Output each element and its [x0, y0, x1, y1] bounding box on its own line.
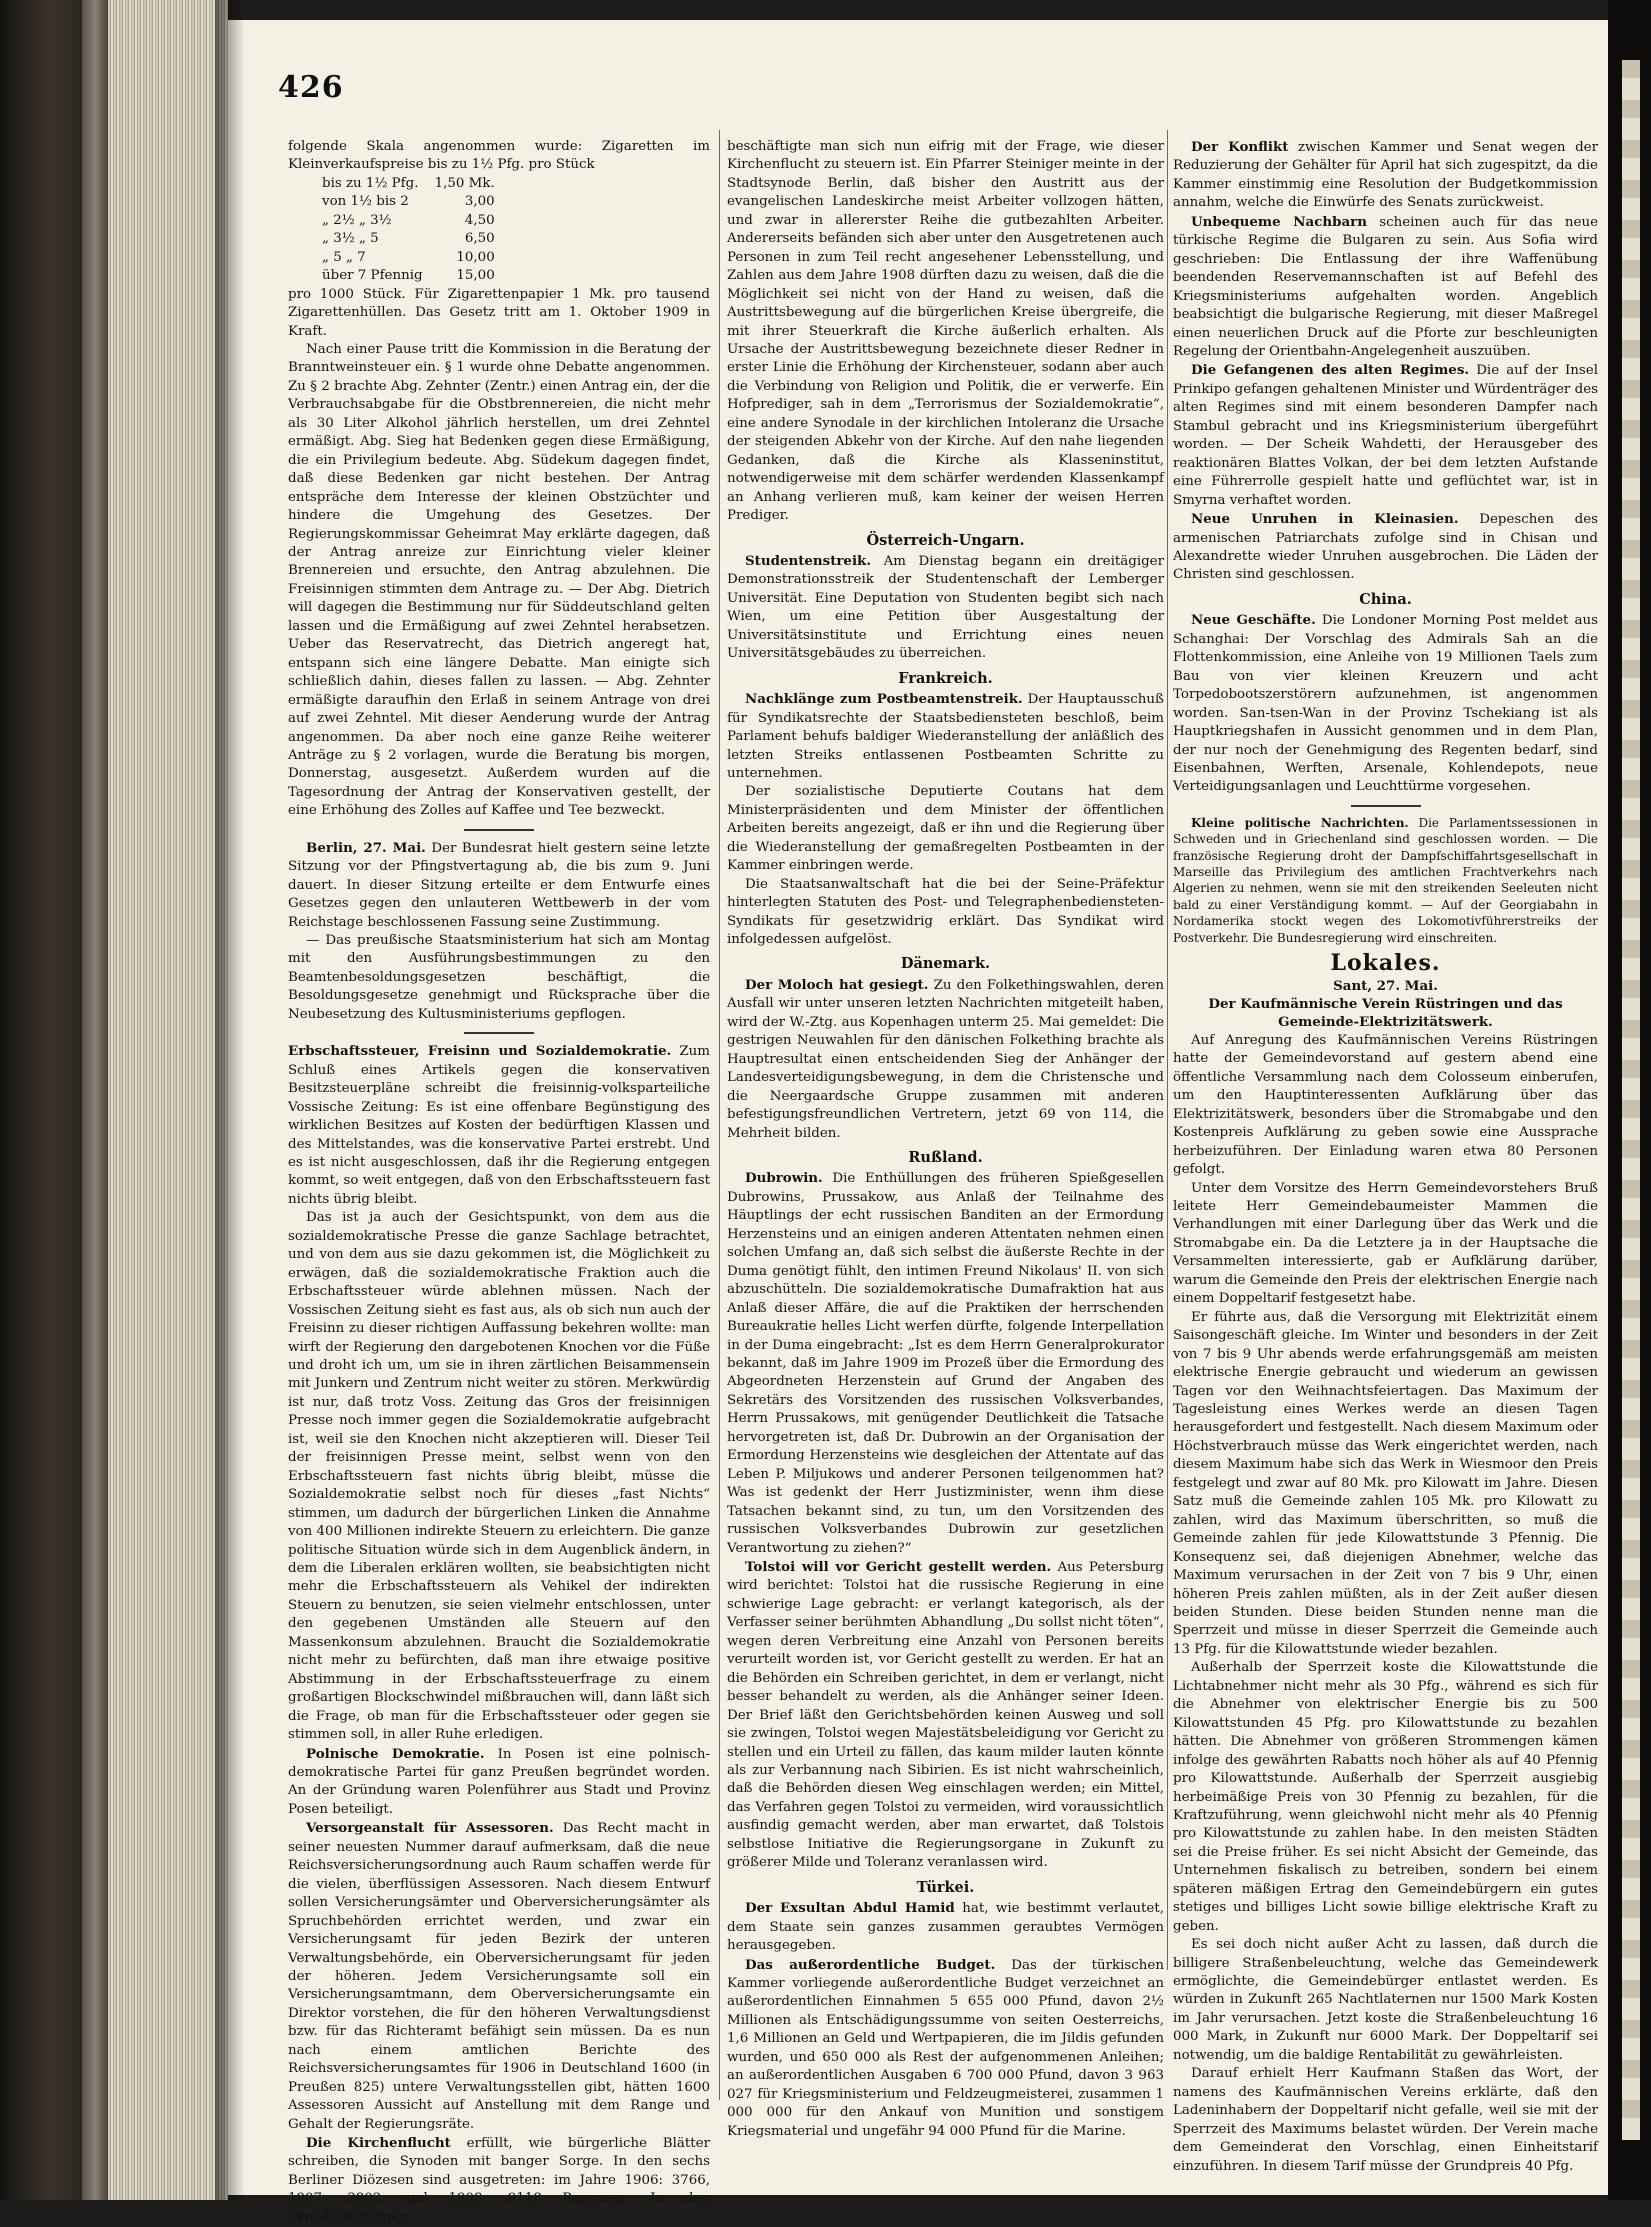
article-headline: Polnische Demokratie. [306, 1745, 485, 1762]
column-rule [1167, 130, 1168, 1970]
section-heading: China. [1359, 590, 1412, 608]
article-text: Das ist ja auch der Gesichtspunkt, von dem aus die sozialdemokratische Presse die ganze Sachlage betrachtet, und von dem aus sie dazu gekommen ist, die Möglichkeit zu erwägen, daß die sozialdemokratische Fraktion auch die Erbschaftssteuer würde ablehnen müssen. Nach der Vossischen Zeitung sieht es fast aus, als ob sich nun auch der Freisinn zu dieser richtigen Auffassung bekehren wollte: man wirft der Regierung den dargebotenen Knochen vor die Füße und droht ich um, um sie in ihren zärtlichen Beisammensein mit Junkern und Zentrum nicht weiter zu stören. Merkwürdig ist nur, daß trotz Voss. Zeitung das Gros der freisinnigen Presse noch immer gegen die Sozialdemokratie aufgebracht ist, weil sie den Knochen nicht akzeptieren will. Dieser Teil der freisinnigen Presse meint, selbst wenn von den Erbschaftssteuern fast nichts übrig bleibt, müsse die Sozialdemokratie selbst noch für dieses „fast Nichts“ stimmen, um dadurch der bürgerlichen Linken die Annahme von 400 Millionen indirekte Steuern zu erleichtern. Die ganze politische Situation würde sich in dem Augenblick ändern, in dem die Liberalen erklären wollten, sie beabsichtigten nicht mehr die Erbschaftssteuern als Vehikel der indirekten Steuern zu benutzen, sie seien vielmehr entschlossen, unter den gegebenen Umständen alle Steuern auf den Massenkonsum abzulehnen. Braucht die Sozialdemokratie nicht mehr zu befürchten, daß man ihre etwaige positive Abstimmung in der Erbschaftssteuerfrage zu einem großartigen Blockschwindel mißbrauchen will, dann läßt sich die Frage, ob man für die Erbschaftssteuer oder gegen sie stimmen soll, in aller Ruhe erledigen. [288, 1210, 710, 1743]
article-text: folgende Skala angenommen wurde: Zigaretten im Kleinverkaufspreise bis zu 1½ Pfg. pro Stück [288, 139, 710, 173]
page-gutter-shadow [215, 0, 245, 2200]
tax-scale-row [316, 249, 501, 267]
article-headline: Der Konflikt [1191, 139, 1289, 155]
article-text: Die Parlamentssessionen in Schweden und in Griechenland sind geschlossen worden. — Die französische Regierung droht der Dampfschiffahrtsgesellschaft in Marseille das Privilegium des amtlichen Frachtverkehrs nach Algerien zu nehmen, wenn sie mit den streikenden Seeleuten nicht bald zu einer Verständigung kommt. — Auf der Georgiabahn in Nordamerika stockt wegen des Lokomotivführerstreiks der Postverkehr. Die Bundesregierung wird einschreiten. [1173, 815, 1598, 945]
article-headline: Nachklänge zum Postbeamtenstreik. [745, 691, 1023, 708]
article-text: Das Recht macht in seiner neuesten Nummer darauf aufmerksam, daß die neue Reichsversicherungsordnung auch Raum schaffen werde für die vielen, überflüssigen Assessoren. Nach diesem Entwurf sollen Versicherungsämter und Oberversicherungsämter als Spruchbehörden errichtet werden, und zwar ein Versicherungsamt für jeden Bezirk der unteren Verwaltungsbehörde, ein Oberversicherungsamt für jeden der höheren. Jedem Versicherungsamte soll ein Versicherungsamtmann, dem Oberversicherungsamte ein Direktor vorstehen, die für den höheren Verwaltungsdienst bzw. für das Richteramt befähigt sein müssen. Da es nun nach einem amtlichen Berichte des Reichsversicherungsamtes für 1906 in Deutschland 1600 (in Preußen 825) untere Verwaltungsstellen gibt, hätten 1600 Assessoren Aussicht auf Anstellung mit dem Range und Gehalt der Regierungsräte. [288, 1821, 710, 2132]
column-3 [1173, 138, 1598, 2176]
book-binding [0, 0, 82, 2200]
article-text: Aus Petersburg wird berichtet: Tolstoi hat die russische Regierung in eine schwierige Lage gebracht: er verlangt kategorisch, als der Verfasser seiner berühmten Abhandlung „Du sollst nicht töten“, wegen deren Verbreitung eine Anzahl von Personen bereits verurteilt worden ist, vor Gericht gestellt zu werden. Er hat an die Behörden ein Schreiben gerichtet, in dem er verlangt, nicht besser behandelt zu werden, als die Anhänger seiner Ideen. Der Brief läßt den Gerichtsbehörden keinen Ausweg und soll sie zwingen, Tolstoi wegen Majestätsbeleidigung vor Gericht zu stellen und ein Urteil zu fällen, das kaum milder lauten könnte als zur Verbannung nach Sibirien. Es ist nicht wahrscheinlich, daß die Behörden diesen Weg einschlagen werden; ein Mittel, das Verfahren gegen Tolstoi zu vermeiden, wird voraussichtlich ausfindig gemacht werden, aber man erwartet, daß Tolstois selbstlose Initiative die Regierungsorgane in Zukunft zu größerer Milde und Toleranz veranlassen wird. [727, 1559, 1164, 1871]
tax-scale-value: 4,50 [464, 212, 495, 228]
article-text: scheinen auch für das neue türkische Regime die Bulgaren zu sein. Aus Sofia wird geschrieben: Die Entlassung der ihre Waffenübung beendenden Reservemannschaften ist auf Befehl des Kriegsministeriums aufgehalten worden. Angeblich beabsichtigt die bulgarische Regierung, mit dieser Maßregel einen neuerlichen Druck auf die Pforte zur beschleunigten Regelung der Orientbahn-Angelegenheit auszuüben. [1173, 214, 1598, 359]
article-text: Es sei doch nicht außer Acht zu lassen, daß durch die billigere Straßenbeleuchtung, welche das Gemeindewerk ermöglichte, die Gemeindebürger entlastet werden. Es würden in Zukunft 265 Nachtlaternen nur 1500 Mark Kosten im Jahr verursachen. Jetzt koste die Straßenbeleuchtung 16 000 Mark, in Zukunft nur 6000 Mark. Der Doppeltarif sei notwendig, um die baldige Rentabilität zu gewährleisten. [1173, 1937, 1598, 2063]
article-text: Der Hauptausschuß für Syndikatsrechte der Staatsbediensteten beschloß, beim Parlament behufs baldiger Wiederanstellung der anläßlich des letzten Streiks entlassenen Postbeamten Schritte zu unternehmen. [727, 692, 1164, 781]
article-text: pro 1000 Stück. Für Zigarettenpapier 1 Mk. pro tausend Zigarettenhüllen. Das Gesetz tritt am 1. Oktober 1909 in Kraft. [288, 286, 710, 339]
tax-scale-range: bis zu 1½ Pfg. [322, 175, 419, 191]
article-headline: Der Exsultan Abdul Hamid [745, 1900, 955, 1917]
tax-scale-range: von 1½ bis 2 [322, 194, 409, 210]
article-text: Die Staatsanwaltschaft hat die bei der Seine-Präfektur hinterlegten Statuten des Post- und Telegraphenbediensteten-Syndikats für gesetzwidrig erklärt. Das Syndikat wird infolgedessen aufgelöst. [727, 876, 1164, 948]
page-edge-stack [108, 0, 228, 2200]
tax-scale-row [316, 212, 501, 230]
lokales-heading: Lokales. [1330, 950, 1441, 977]
article-text: Das der türkischen Kammer vorliegende außerordentliche Budget verzeichnet an außerordentlichen Einnahmen 5 655 000 Pfund, davon 2½ Millionen als Entschädigungssumme von seiten Oesterreichs, 1,6 Millionen an Geld und Wertpapieren, die im Jildis gefunden wurden, und 650 000 als Rest der aufgenommenen Anleihen; an außerordentlichen Ausgaben 6 700 000 Pfund, davon 3 963 027 für Kriegsministerium und Feldzeugmeisterei, zusammen 1 000 000 für den Ankauf von Munition und sonstigem Kriegsmaterial und ungefähr 94 000 Pfund für die Marine. [727, 1957, 1164, 2139]
article-headline: Die Kirchenflucht [306, 2135, 451, 2152]
next-page-strip [1622, 60, 1640, 2140]
article-text: Der Bundesrat hielt gestern seine letzte Sitzung vor der Pfingstvertagung ab, die bis zum 9. Juni dauert. In dieser Sitzung erteilte er dem Entwurfe eines Gesetzes gegen den unlauteren Wettbewerb in der vom Reichstage beschlossenen Fassung seine Zustimmung. [288, 840, 710, 930]
section-heading: Türkei. [916, 1878, 975, 1896]
dateline: Sant, 27. Mai. [1333, 977, 1438, 994]
article-text: Unter dem Vorsitze des Herrn Gemeindevorstehers Bruß leitete Herr Gemeindebaumeister Mammen die Verhandlungen mit einer Darlegung über das Werk und die Stromabgabe ein. Da die Letztere ja in der Hauptsache die Versammelten interessierte, gab er Aufklärung darüber, warum die Gemeinde den Preis der elektrischen Energie nach einem Doppeltarif festgesetzt habe. [1173, 1180, 1598, 1307]
tax-scale-value: 3,00 [464, 194, 495, 210]
article-text: Er führte aus, daß die Versorgung mit Elektrizität einem Saisongeschäft gleiche. Im Winter und besonders in der Zeit von 7 bis 9 Uhr abends werde erfahrungsgemäß am meisten elektrische Energie gebraucht und wiederum an gewissen Tagen vor den Weihnachtsfeiertagen. Das Maximum der Tagesleistung eines Werkes werde an diesen Tagen herausgefordert und festgestellt. Nach diesem Maximum oder Höchstverbrauch müsse das Werk eingerichtet werden, nach diesem Maximum habe sich das Werk in Wiesmoor den Preis festgelegt und zwar auf 80 Mk. pro Kilowatt im Jahre. Diesen Satz muß die Gemeinde zahlen 105 Mk. pro Kilowatt zu zahlen, wird das Maximum überschritten, so muß die Gemeinde zahlen für jede Kilowattstunde 3 Pfennig. Die Konsequenz sei, daß diejenigen Abnehmer, welche das Maximum verursachen in der Zeit von 7 bis 9 Uhr, einen höheren Preis zahlen müßten, als in der Zeit außer diesen beiden Stunden. Diese beiden Stunden nenne man die Sperrzeit und müsse in dieser Sperrzeit die Gemeinde auch 13 Pfg. für die Kilowattstunde wieder bezahlen. [1173, 1309, 1598, 1657]
article-text: hat, wie bestimmt verlautet, dem Staate sein ganzes zusammen geraubtes Vermögen herausgegeben. [727, 1901, 1164, 1954]
article-text: Auf Anregung des Kaufmännischen Vereins Rüstringen hatte der Gemeindevorstand auf gestern abend eine öffentliche Versammlung nach dem Colosseum einberufen, um den Hauptinteressenten Aufklärung über das Elektrizitätswerk, besonders über die Stromabgabe und den Kostenpreis Aufklärung zu geben sowie eine Aussprache herbeizuführen. Der Einladung waren etwa 80 Personen gefolgt. [1173, 1032, 1598, 1178]
article-text: Außerhalb der Sperrzeit koste die Kilowattstunde die Lichtabnehmer nicht mehr als 30 Pfg., während es sich für die Abnehmer von elektrischer Energie bis zu 500 Kilowattstunden 45 Pfg. pro Kilowattstunde zu bezahlen hätten. Die Abnehmer von größeren Strommengen kämen infolge des gewährten Rabatts noch höher als auf 40 Pfennig pro Kilowattstunde. Außerhalb der Sperrzeit ausgiebig herbeimäßige Preis von 30 Pfennig zu bezahlen, für die Kraftzuführung, wenn gleichwohl nicht mehr als 40 Pfennig pro Kilowattstunde zu zahlen habe. In den meisten Städten sei die Preise früher. Es sei nicht Absicht der Gemeinde, das Unternehmen fiskalisch zu betreiben, sondern bei einem späteren mäßigen Ertrag den Gemeindebürgern ein gutes stetiges und billiges Licht sowie billige elektrische Kraft zu geben. [1173, 1660, 1598, 1934]
article-text: Nach einer Pause tritt die Kommission in die Beratung der Branntweinsteuer ein. § 1 wurde ohne Debatte angenommen. Zu § 2 brachte Abg. Zehnter (Zentr.) einen Antrag ein, der die Verbrauchsabgabe für die Obstbrennereien, die nicht mehr als 30 Liter Alkohol jährlich herstellen, um drei Zehntel ermäßigt. Abg. Sieg hat Bedenken gegen diese Ermäßigung, die ein Privilegium bedeute. Abg. Südekum dagegen findet, daß diese Bedenken gar nicht bestehen. Der Antrag entspräche dem Interesse der kleinen Obstzüchter und hindere die Umgehung des Gesetzes. Der Regierungskommissar Geheimrat May erklärte dagegen, daß der Antrag anreize zur Einrichtung vieler kleiner Brennereien und ersuchte, den Antrag abzulehnen. Die Freisinnigen stimmten dem Antrage zu. — Der Abg. Dietrich will dagegen die Bestimmung nur für Süddeutschland gelten lassen und die Ermäßigung auf zwei Zehntel herabsetzen. Ueber das Reservatrecht, das Dietrich angeregt hat, entspann sich eine längere Debatte. Man einigte sich schließlich dahin, dieses fallen zu lassen. — Abg. Zehnter ermäßigte daraufhin den Erlaß in seinem Antrage von drei auf zwei Zehntel. Mit dieser Aenderung wurde der Antrag angenommen. Da aber noch eine ganze Reihe weiterer Anträge zu § 2 vorlagen, wurde die Beratung bis morgen, Donnerstag, ausgesetzt. Außerdem wurden auf die Tagesordnung der Antrag der Konservativen gestellt, der eine Erhöhung des Zolles auf Kaffee und Tee bezweckt. [288, 341, 710, 819]
article-headline: Unbequeme Nachbarn [1191, 213, 1367, 230]
article-headline: Studentenstreik. [745, 552, 871, 569]
column-2 [727, 138, 1164, 2141]
section-divider [464, 829, 534, 831]
article-text: Die Londoner Morning Post meldet aus Schanghai: Der Vorschlag des Admirals Sah an die Flottenkommission, eine Anleihe von 19 Millionen Taels zum Bau von vier kleinen Kreuzern und acht Torpedobootszerstörern aufzunehmen, ist angenommen worden. San-tsen-Wan in der Provinz Tschekiang ist als Hauptkriegshafen in Aussicht genommen und in dem Plan, der nur noch der Genehmigung des Regenten bedarf, sind Eisenbahnen, Werften, Arsenale, Kohlendepots, neue Verteidigungsanlagen und Leuchttürme vorgesehen. [1173, 613, 1598, 795]
tax-scale-row [316, 230, 501, 248]
section-heading: Österreich-Ungarn. [866, 531, 1025, 549]
article-text: zwischen Kammer und Senat wegen der Reduzierung der Gehälter für April hat sich zugespitzt, da die Kammer einstimmig eine Resolution der Budgetkommission annahm, welche die Einwürfe des Senats zurückweist. [1173, 140, 1598, 211]
article-text: erfüllt, wie bürgerliche Blätter schreiben, die Synoden mit banger Sorge. In den sechs Berliner Diözesen sind ausgetreten: im Jahre 1906: 3766, 1907: 3802 und 1908: 9118 Personen. In den Synodalsitzungen [288, 2136, 710, 2225]
article-headline: Kleine politische Nachrichten. [1191, 815, 1409, 830]
tax-scale-range: „ 2½ „ 3½ [322, 212, 392, 228]
column-rule [719, 130, 720, 2100]
page-number: 426 [278, 70, 344, 105]
article-headline: Erbschaftssteuer, Freisinn und Sozialdemokratie. [288, 1043, 672, 1060]
article-headline: Der Kaufmännische Verein Rüstringen und das Gemeinde-Elektrizitätswerk. [1208, 996, 1563, 1031]
dateline: Berlin, 27. Mai. [306, 839, 426, 856]
section-divider [464, 1032, 534, 1034]
tax-scale-value: 15,00 [456, 268, 495, 284]
section-heading: Dänemark. [900, 955, 991, 973]
article-text: Darauf erhielt Herr Kaufmann Staßen das Wort, der namens des Kaufmännischen Vereins erklärte, daß den Ladeninhabern der Doppeltarif nicht gefalle, weil sie mit der Sperrzeit des Maximums belastet würden. Der Verein mache dem Gemeinderat den Vorschlag, einen Einheitstarif einzuführen. In diesem Tarif müsse der Grundpreis 40 Pfg. [1173, 2066, 1598, 2174]
article-headline: Die Gefangenen des alten Regimes. [1191, 362, 1470, 379]
article-headline: Dubrowin. [745, 1170, 823, 1187]
article-text: Am Dienstag begann ein dreitägiger Demonstrationsstreik der Studentenschaft der Lemberger Universität. Eine Deputation von Studenten begibt sich nach Wien, um eine Petition über Ausgestaltung der Universitätsinstitute und Errichtung eines neuen Universitätsgebäudes zu überreichen. [727, 553, 1164, 662]
article-text: — Das preußische Staatsministerium hat sich am Montag mit den Ausführungsbestimmungen zu den Beamtenbesoldungsgesetzen beschäftigt, die Besoldungsgesetze genehmigt und Rücksprache über die Neubesetzung des Kultusministeriums gepflogen. [288, 933, 710, 1022]
article-text: beschäftigte man sich nun eifrig mit der Frage, wie dieser Kirchenflucht zu steuern ist. Ein Pfarrer Steiniger meinte in der Stadtsynode Berlin, daß bisher den Austritt aus der evangelischen Landeskirche meist Arbeiter vollzogen hätten, und zwar in allererster Reihe die gutbezahlten Arbeiter. Andererseits befänden sich aber unter den Ausgetretenen auch Personen in zum Teil recht angesehener Lebensstellung, und Zahlen aus dem Jahre 1908 dürften dazu zu weisen, daß die die Möglichkeit sei nicht von der Hand zu weisen, daß die Austrittsbewegung auf die bürgerlichen Kreise übergreife, die mit ihrer Steuerkraft die Kirche äußerlich erhalten. Als Ursache der Austrittsbewegung bezeichnete dieser Redner in erster Linie die Erhöhung der Kirchensteuer, sodann aber auch die Verbindung von Religion und Politik, die er verwerfe. Ein Hofprediger, sah in dem „Terrorismus der Sozialdemokratie“, eine andere Synodale in der kirchlichen Intoleranz die Ursache der steigenden Abkehr von der Kirche. Auf den nahe liegenden Gedanken, daß die Kirche als Klasseninstitut, notwendigerweise mit dem schärfer werdenden Klassenkampf an Anhang verlieren muß, kam keiner der weisen Herren Prediger. [727, 139, 1164, 524]
book-spine [82, 0, 108, 2200]
article-text: Die auf der Insel Prinkipo gefangen gehaltenen Minister und Würdenträger des alten Regimes sind mit einem besonderen Dampfer nach Stambul gebracht und ins Kriegsministerium übergeführt worden. — Der Scheik Wahdetti, der Herausgeber des reaktionären Blattes Volkan, der bei dem letzten Aufstande eine Führerrolle gespielt hatte und geflüchtet war, ist in Smyrna verhaftet worden. [1173, 363, 1599, 508]
article-headline: Neue Unruhen in Kleinasien. [1191, 511, 1459, 528]
section-divider [1351, 805, 1421, 807]
article-headline: Der Moloch hat gesiegt. [745, 976, 929, 993]
tax-scale-value: 6,50 [464, 231, 495, 247]
tax-scale-range: „ 3½ „ 5 [322, 231, 379, 247]
tax-scale-row [316, 267, 501, 285]
section-heading: Rußland. [908, 1149, 983, 1167]
tax-scale-table [316, 175, 501, 286]
article-text: Zum Schluß eines Artikels gegen die konservativen Besitzsteuerpläne schreibt die freisinnig-volksparteiliche Vossische Zeitung: Es ist eine offenbare Begünstigung des wirklichen Besitzes auf Kosten der bedürftigen Klassen und des Mittelstandes, was die konservative Partei erstrebt. Und es ist nicht ausgeschlossen, daß ihr die Regierung entgegen kommt, so weit entgegen, daß von den Erbschaftssteuern fast nichts übrig bleibt. [288, 1044, 710, 1207]
article-headline: Versorgeanstalt für Assessoren. [306, 1820, 554, 1837]
tax-scale-range: über 7 Pfennig [322, 268, 423, 284]
section-heading: Frankreich. [898, 669, 993, 687]
tax-scale-range: „ 5 „ 7 [322, 249, 366, 265]
article-text: Der sozialistische Deputierte Coutans hat dem Ministerpräsidenten und dem Minister der öffentlichen Arbeiten bereits angezeigt, daß er ihn und die Regierung über die Wiederanstellung der gemaßregelten Postbeamten in der Kammer einbringen werde. [727, 784, 1164, 874]
tax-scale-value: 1,50 Mk. [434, 175, 495, 191]
article-text: Die Enthüllungen des früheren Spießgesellen Dubrowins, Prussakow, aus Anlaß der Teilnahme des Häuptlings der echt russischen Banditen an der Ermordung Herzensteins und an einigen anderen Attentaten nehmen einen solchen Umfang an, daß sich selbst die äußerste Rechte in der Duma genötigt fühlt, den intimen Freund Nikolaus' II. von sich abzuschütteln. Die sozialdemokratische Dumafraktion hat aus Anlaß dieser Affäre, die auf die Praktiken der herrschenden Bureaukratie helles Licht werfen dürfte, folgende Interpellation in der Duma eingebracht: „Ist es dem Herrn Generalprokurator bekannt, daß im Jahre 1909 im Prozeß über die Ermordung des Abgeordneten Herzenstein auf Grund der Angaben des Sekretärs des Vorsitzenden des russischen Volksverbandes, Herrn Prussakows, mit genügender Deutlichkeit die Tatsache hervorgetreten ist, daß Dr. Dubrowin an der Organisation der Ermordung Herzensteins wie desgleichen der Attentate auf das Leben P. Miljukows und anderer Personen teilgenommen hat? Was ist gedenkt der Herr Justizminister, wenn ihm diese Tatsachen bekannt sind, zu tun, um den Vorsitzenden des russischen Volksverbandes Dubrowin zur gesetzlichen Verantwortung zu ziehen?“ [727, 1171, 1164, 1556]
article-text: Zu den Folkethingswahlen, deren Ausfall wir unter unseren letzten Nachrichten mitgeteilt haben, wird der W.-Ztg. aus Kopenhagen unterm 25. Mai gemeldet: Die gestrigen Neuwahlen für den dänischen Folkething brachte als Hauptresultat einen entscheidenden Sieg der Anhänger der Landesverteidigungsbewegung, in dem die Christensche und die Neergaardsche Gruppe zusammen mit anderen befestigungsfreundlichen Vertretern, jetzt 69 von 114, die Mehrheit bilden. [727, 977, 1164, 1141]
article-headline: Neue Geschäfte. [1191, 612, 1316, 629]
article-headline: Tolstoi will vor Gericht gestellt werden. [745, 1558, 1052, 1575]
article-text: Depeschen des armenischen Patriarchats zufolge sind in Chisan und Alexandrette wieder Unruhen ausgebrochen. Die Läden der Christen sind geschlossen. [1173, 512, 1598, 583]
tax-scale-value: 10,00 [456, 249, 495, 265]
column-1 [288, 138, 710, 2227]
tax-scale-row [316, 193, 501, 211]
article-headline: Das außerordentliche Budget. [745, 1956, 996, 1973]
tax-scale-row [316, 175, 501, 193]
article-text: In Posen ist eine polnisch-demokratische Partei für ganz Preußen begründet worden. An der Gründung waren Polenführer aus Stadt und Provinz Posen beteiligt. [288, 1746, 710, 1817]
